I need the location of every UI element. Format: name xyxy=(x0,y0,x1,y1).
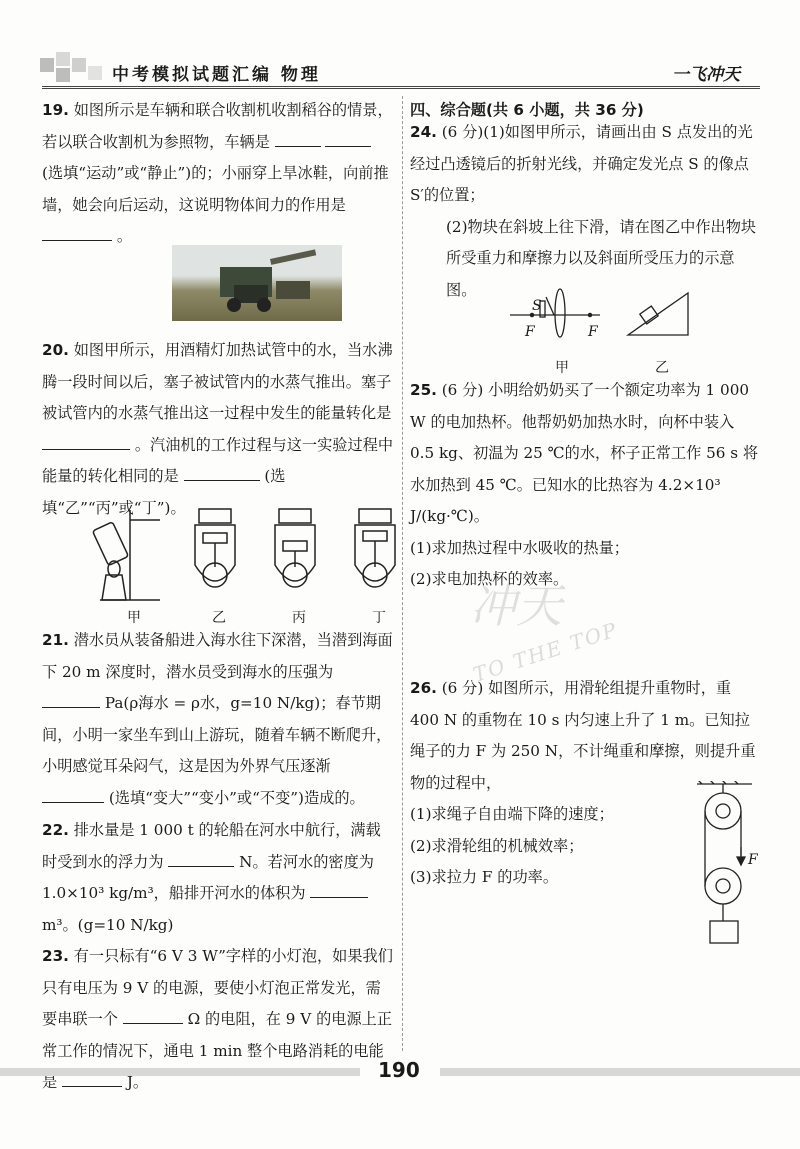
harvester-photo xyxy=(172,245,342,321)
question-text: (选填“运动”或“静止”)的；小丽穿上旱冰鞋，向前推墙，她会向后运动，这说明物体间力的作用是 xyxy=(42,164,389,214)
sub-question: (1)求加热过程中水吸收的热量； xyxy=(410,538,629,557)
question-text: J。 xyxy=(126,1073,149,1091)
question-number: 22. xyxy=(42,821,69,839)
engine-figures xyxy=(90,505,420,605)
question-20 xyxy=(42,335,394,524)
header-title: 中考模拟试题汇编 物理 xyxy=(112,65,321,85)
question-21 xyxy=(42,625,394,814)
question-text: 排水量是 1 000 t 的轮船在河水中航行，满载时受到水的浮力为 xyxy=(42,821,381,871)
figure-label-jia: 甲 xyxy=(555,360,569,376)
figure-label-force: F xyxy=(748,852,758,868)
question-number: 26. xyxy=(410,679,437,697)
question-text: 有一只标有“6 V 3 W”字样的小灯泡，如果我们只有电压为 9 V 的电源，要使小灯泡正常发光，需要串联一个 xyxy=(42,947,393,1028)
question-19 xyxy=(42,95,394,253)
question-24 xyxy=(410,117,762,306)
sub-question: (3)求拉力 F 的功率。 xyxy=(410,868,559,886)
answer-blank[interactable] xyxy=(42,431,130,450)
answer-blank[interactable] xyxy=(310,879,368,898)
question-text: (6 分)(1)如图甲所示，请画出由 S 点发出的光经过凸透镜后的折射光线，并确定发光点 S 的像点 S′的位置； xyxy=(410,123,753,204)
question-text: (选填“变大”“变小”或“不变”)造成的。 xyxy=(108,788,365,807)
figure-label-focus-left: F xyxy=(525,324,535,340)
figure-label-ding: 丁 xyxy=(372,610,386,626)
question-number: 20. xyxy=(42,341,69,359)
question-number: 23. xyxy=(42,947,69,965)
figure-label-yi: 乙 xyxy=(212,610,226,626)
question-text: N。若河水的密度为1.0×10³ kg/m³，船排开河水的体积为 xyxy=(42,852,374,902)
engine-figure xyxy=(195,509,235,587)
answer-blank[interactable] xyxy=(42,784,104,803)
answer-blank[interactable] xyxy=(123,1005,183,1024)
header-brand: 一飞冲天 xyxy=(672,65,740,85)
answer-blank[interactable] xyxy=(325,128,371,147)
question-25 xyxy=(410,375,762,596)
question-text: 如图所示是车辆和联合收割机收割稻谷的情景，若以联合收割机为参照物，车辆是 xyxy=(42,101,393,151)
figure-label-jia: 甲 xyxy=(127,610,141,626)
question-number: 24. xyxy=(410,123,437,141)
answer-blank[interactable] xyxy=(275,128,321,147)
alcohol-lamp-figure xyxy=(92,510,160,600)
figure-label-bing: 丙 xyxy=(292,610,306,626)
question-text: (2)物块在斜坡上往下滑，请在图乙中作出物块所受重力和摩擦力以及斜面所受压力的示意图。 xyxy=(446,217,757,299)
question-number: 21. xyxy=(42,631,69,649)
figure-label-focus-right: F xyxy=(588,324,598,340)
watermark-text: 冲天 xyxy=(470,579,562,633)
answer-blank[interactable] xyxy=(168,848,234,867)
sub-question: (2)求滑轮组的机械效率； xyxy=(410,836,584,855)
sub-question: (1)求绳子自由端下降的速度； xyxy=(410,805,614,823)
figure-label-s: S xyxy=(532,298,542,314)
question-22 xyxy=(42,815,394,941)
answer-blank[interactable] xyxy=(42,222,112,241)
answer-blank[interactable] xyxy=(184,462,260,481)
sub-question: (2)求电加热杯的效率。 xyxy=(410,570,569,588)
question-text: 。汽油机的工作过程与这一实验过程中能量的转化相同的是 xyxy=(42,435,394,485)
figure-label-yi: 乙 xyxy=(655,360,669,376)
question-text: (6 分) 小明给奶奶买了一个额定功率为 1 000 W 的电加热杯。他帮奶奶加热水时，向杯中装入 0.5 kg、初温为 25 ℃的水，杯子正常工作 56 s 将水加热到 45 ℃。已知水的比热容为 4.2×10³ J/(kg·℃)。 xyxy=(410,381,759,525)
engine-figure xyxy=(355,509,395,587)
page-header xyxy=(0,0,800,95)
question-text: 潜水员从装备船进入海水往下深潜，当潜到海面下 20 m 深度时，潜水员受到海水的压强为 xyxy=(42,631,393,681)
header-rule xyxy=(42,86,760,89)
question-number: 25. xyxy=(410,381,437,399)
answer-blank[interactable] xyxy=(42,689,100,708)
question-text: m³。(g=10 N/kg) xyxy=(42,915,174,934)
watermark-subtext: TO THE TOP xyxy=(469,617,622,687)
question-text: (选填“乙”“丙”或“丁”)。 xyxy=(42,467,286,517)
question-text: Pa(ρ海水 = ρ水，g=10 N/kg)；春节期间，小明一家坐车到山上游玩，随着车辆不断爬升，小明感觉耳朵闷气，这是因为外界气压逐渐 xyxy=(42,694,392,775)
section-title: 四、综合题(共 6 小题，共 36 分) xyxy=(410,101,644,119)
punctuation: 。 xyxy=(116,227,133,245)
question-text: Ω 的电阻，在 9 V 的电源上正常工作的情况下，通电 1 min 整个电路消耗的电能是 xyxy=(42,1010,393,1091)
question-number: 19. xyxy=(42,101,69,119)
question-text: 如图甲所示，用酒精灯加热试管中的水，当水沸腾一段时间以后，塞子被试管内的水蒸气推出。塞子被试管内的水蒸气推出这一过程中发生的能量转化是 xyxy=(42,341,393,422)
question-text: (6 分) 如图所示，用滑轮组提升重物时，重 400 N 的重物在 10 s 内匀速上升了 1 m。已知拉绳子的力 F 为 250 N，不计绳重和摩擦，则提升重物的过程中， xyxy=(410,679,756,792)
page-number: 190 xyxy=(378,1058,420,1082)
engine-figure xyxy=(275,509,315,587)
